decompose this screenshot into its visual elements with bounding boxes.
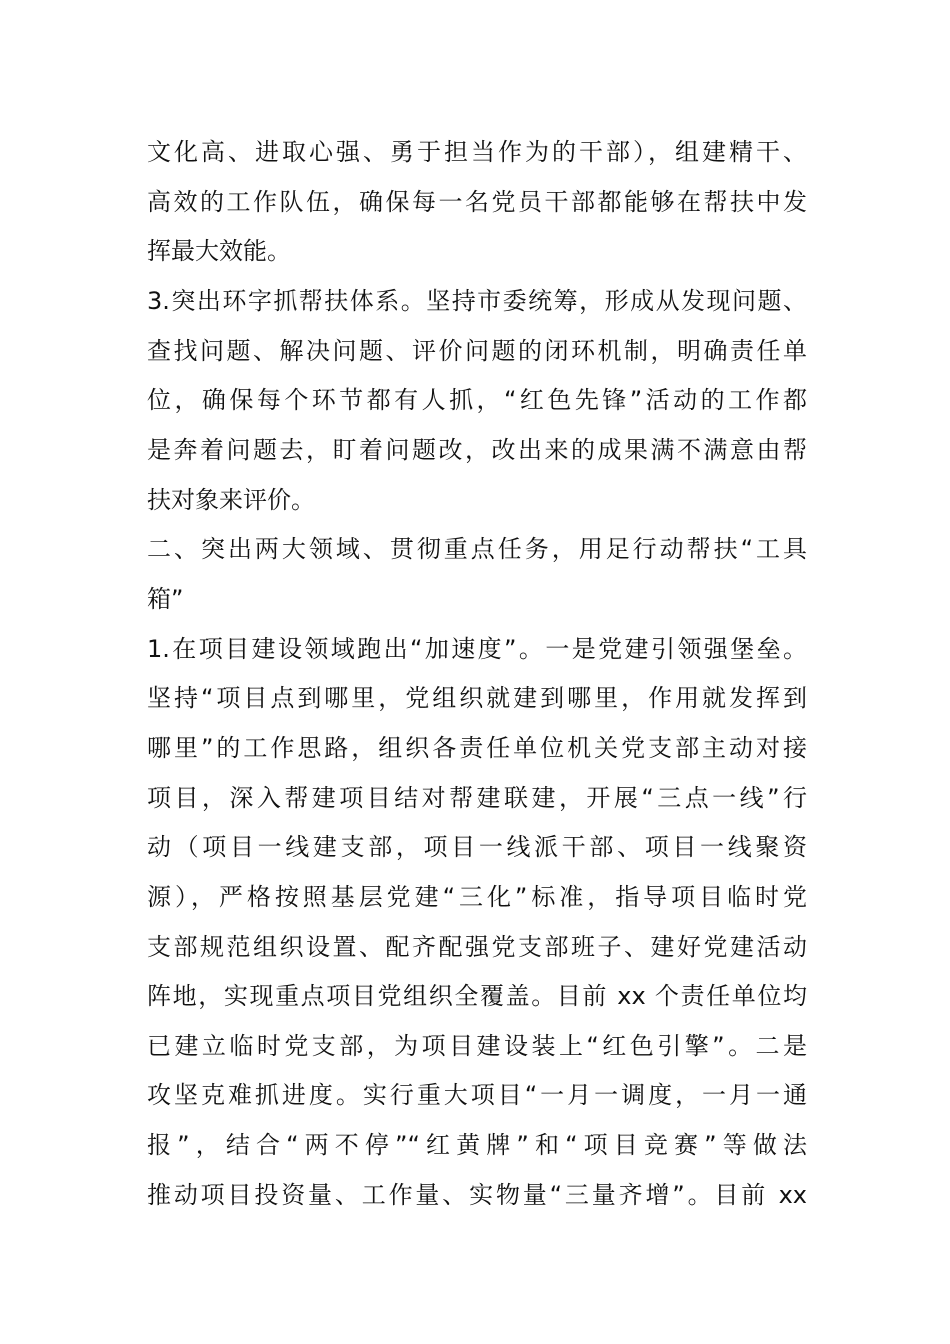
paragraph: [147, 277, 807, 525]
text-line: 扶对象来评价。: [147, 485, 315, 514]
text-line: 支部规范组织设置、配齐配强党支部班子、建好党建活动: [147, 932, 807, 961]
text-line: 攻坚克难抓进度。实行重大项目“一月一调度，一月一通: [147, 1081, 807, 1110]
text-line: 查找问题、解决问题、评价问题的闭环机制，明确责任单: [147, 336, 807, 365]
text-line: 阵地，实现重点项目党组织全覆盖。目前 xx 个责任单位均: [147, 982, 807, 1011]
text-line: 动（项目一线建支部，项目一线派干部、项目一线聚资: [147, 833, 807, 862]
text-line: 高效的工作队伍，确保每一名党员干部都能够在帮扶中发: [147, 187, 807, 216]
text-line: 二、突出两大领域、贯彻重点任务，用足行动帮扶“工具: [147, 535, 807, 564]
text-line: 推动项目投资量、工作量、实物量“三量齐增”。目前 xx: [147, 1180, 807, 1209]
text-line: 已建立临时党支部，为项目建设装上“红色引擎”。二是: [147, 1031, 807, 1060]
text-line: 位，确保每个环节都有人抓，“红色先锋”活动的工作都: [147, 386, 807, 415]
text-line: 源），严格按照基层党建“三化”标准，指导项目临时党: [147, 882, 807, 911]
text-line: 哪里”的工作思路，组织各责任单位机关党支部主动对接: [147, 733, 807, 762]
text-line: 项目，深入帮建项目结对帮建联建，开展“三点一线”行: [147, 783, 807, 812]
document-page: [147, 128, 807, 1220]
paragraph: [147, 128, 807, 277]
paragraph: [147, 525, 807, 624]
text-line: 箱”: [147, 584, 184, 613]
text-line: 文化高、进取心强、勇于担当作为的干部），组建精干、: [147, 138, 807, 166]
text-line: 3.突出环字抓帮扶体系。坚持市委统筹，形成从发现问题、: [147, 286, 807, 315]
paragraph: [147, 625, 807, 1221]
text-line: 坚持“项目点到哪里，党组织就建到哪里，作用就发挥到: [147, 684, 807, 713]
text-line: 报”，结合“两不停”“红黄牌”和“项目竞赛”等做法: [147, 1131, 807, 1160]
text-line: 挥最大效能。: [147, 237, 291, 266]
text-line: 是奔着问题去，盯着问题改，改出来的成果满不满意由帮: [147, 435, 807, 464]
text-line: 1.在项目建设领域跑出“加速度”。一是党建引领强堡垒。: [147, 634, 807, 663]
